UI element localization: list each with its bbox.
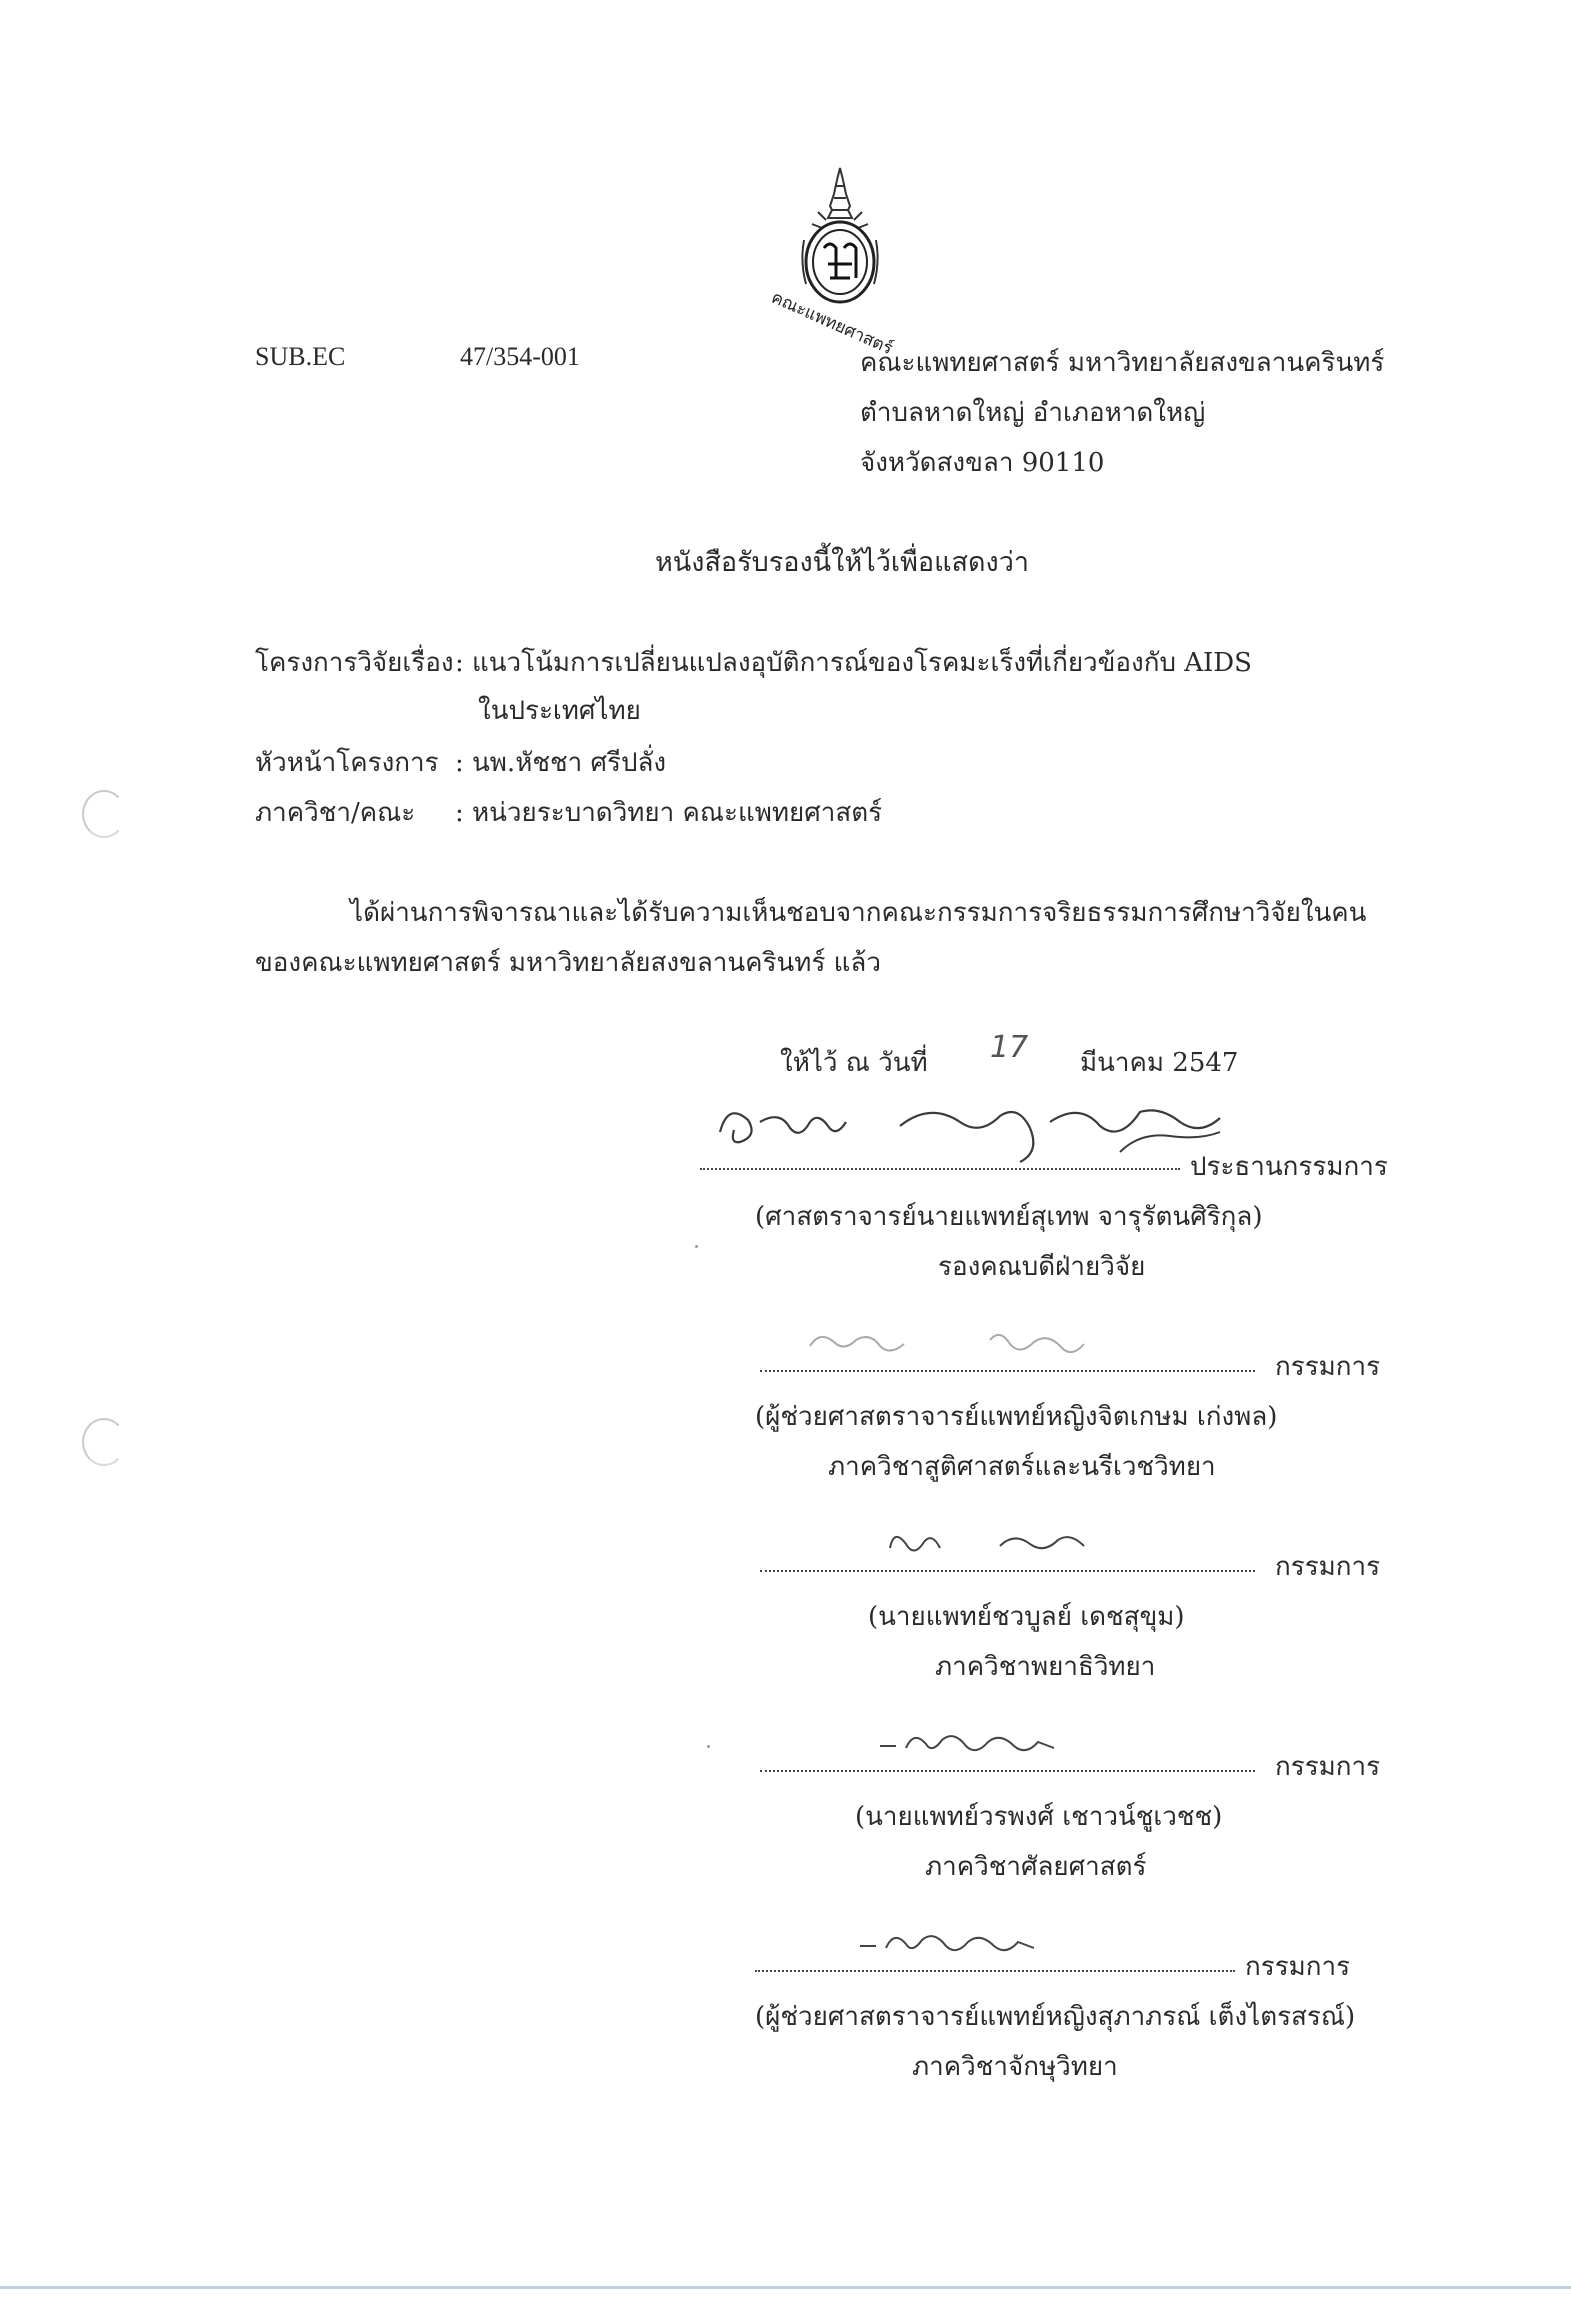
project-head-label: หัวหน้าโครงการ bbox=[255, 748, 439, 778]
signature-member-3 bbox=[870, 1718, 1110, 1768]
address-line-1: คณะแพทยศาสตร์ มหาวิทยาลัยสงขลานครินทร์ bbox=[860, 348, 1385, 378]
signature-line-5 bbox=[755, 1970, 1235, 1972]
approval-body-line-2: ของคณะแพทยศาสตร์ มหาวิทยาลัยสงขลานครินทร์ แล้ว bbox=[255, 948, 881, 978]
signatory-2-position: ภาควิชาสูติศาสตร์และนรีเวชวิทยา bbox=[828, 1452, 1216, 1482]
project-dept-label: ภาควิชา/คณะ bbox=[255, 798, 416, 828]
signatory-4-name: (นายแพทย์วรพงศ์ เชาวน์ชูเวชช) bbox=[855, 1802, 1223, 1832]
reference-prefix: SUB.EC bbox=[255, 342, 346, 371]
seal-arc-text: คณะแพทยศาสตร์ bbox=[768, 287, 896, 360]
approval-body-line-1: ได้ผ่านการพิจารณาและได้รับความเห็นชอบจากคณะกรรมการจริยธรรมการศึกษาวิจัยในคน bbox=[350, 898, 1367, 928]
project-dept-value: : หน่วยระบาดวิทยา คณะแพทยศาสตร์ bbox=[455, 798, 883, 828]
punch-hole-bottom bbox=[82, 1418, 126, 1466]
scan-speck bbox=[695, 1245, 698, 1248]
signatory-1-role: ประธานกรรมการ bbox=[1190, 1152, 1388, 1182]
signatory-4-role: กรรมการ bbox=[1275, 1752, 1381, 1782]
date-day-handwritten: 17 bbox=[990, 1030, 1029, 1065]
signature-chairman bbox=[700, 1092, 1260, 1172]
reference-number: 47/354-001 bbox=[460, 342, 580, 371]
date-month-year: มีนาคม 2547 bbox=[1080, 1048, 1239, 1078]
project-title-label: โครงการวิจัยเรื่อง bbox=[255, 648, 454, 678]
signature-line-2 bbox=[760, 1370, 1255, 1372]
signatory-3-position: ภาควิชาพยาธิวิทยา bbox=[935, 1652, 1156, 1682]
signatory-5-role: กรรมการ bbox=[1245, 1952, 1351, 1982]
date-prefix: ให้ไว้ ณ วันที่ bbox=[780, 1048, 928, 1078]
signatory-3-name: (นายแพทย์ชวบูลย์ เดชสุขุม) bbox=[868, 1602, 1185, 1632]
signature-member-1 bbox=[800, 1322, 1140, 1362]
project-title-value-cont: ในประเทศไทย bbox=[478, 696, 641, 726]
project-title-value: : แนวโน้มการเปลี่ยนแปลงอุบัติการณ์ของโรคมะเร็งที่เกี่ยวข้องกับ AIDS bbox=[455, 648, 1252, 678]
project-head-value: : นพ.หัชชา ศรีปลั่ง bbox=[455, 748, 667, 778]
address-line-3: จังหวัดสงขลา 90110 bbox=[860, 448, 1105, 478]
signature-line-4 bbox=[760, 1770, 1255, 1772]
scan-bottom-edge bbox=[0, 2286, 1571, 2289]
scan-speck bbox=[707, 1745, 710, 1748]
faculty-seal bbox=[760, 160, 920, 360]
signature-line-3 bbox=[760, 1570, 1255, 1572]
signature-member-2 bbox=[880, 1518, 1180, 1568]
signature-member-4 bbox=[850, 1918, 1090, 1968]
signatory-5-name: (ผู้ช่วยศาสตราจารย์แพทย์หญิงสุภาภรณ์ เต็งไตรสรณ์) bbox=[755, 2002, 1356, 2032]
address-line-2: ตำบลหาดใหญ่ อำเภอหาดใหญ่ bbox=[860, 398, 1206, 428]
signatory-1-name: (ศาสตราจารย์นายแพทย์สุเทพ จารุรัตนศิริกุล) bbox=[755, 1202, 1263, 1232]
signature-line-1 bbox=[700, 1168, 1180, 1170]
punch-hole-top bbox=[82, 790, 126, 838]
signatory-1-position: รองคณบดีฝ่ายวิจัย bbox=[938, 1252, 1146, 1282]
signatory-3-role: กรรมการ bbox=[1275, 1552, 1381, 1582]
signatory-2-role: กรรมการ bbox=[1275, 1352, 1381, 1382]
certificate-title: หนังสือรับรองนี้ให้ไว้เพื่อแสดงว่า bbox=[655, 547, 1030, 578]
signatory-4-position: ภาควิชาศัลยศาสตร์ bbox=[925, 1852, 1147, 1882]
signatory-5-position: ภาควิชาจักษุวิทยา bbox=[912, 2052, 1118, 2082]
signatory-2-name: (ผู้ช่วยศาสตราจารย์แพทย์หญิงจิตเกษม เก่งพล) bbox=[755, 1402, 1278, 1432]
